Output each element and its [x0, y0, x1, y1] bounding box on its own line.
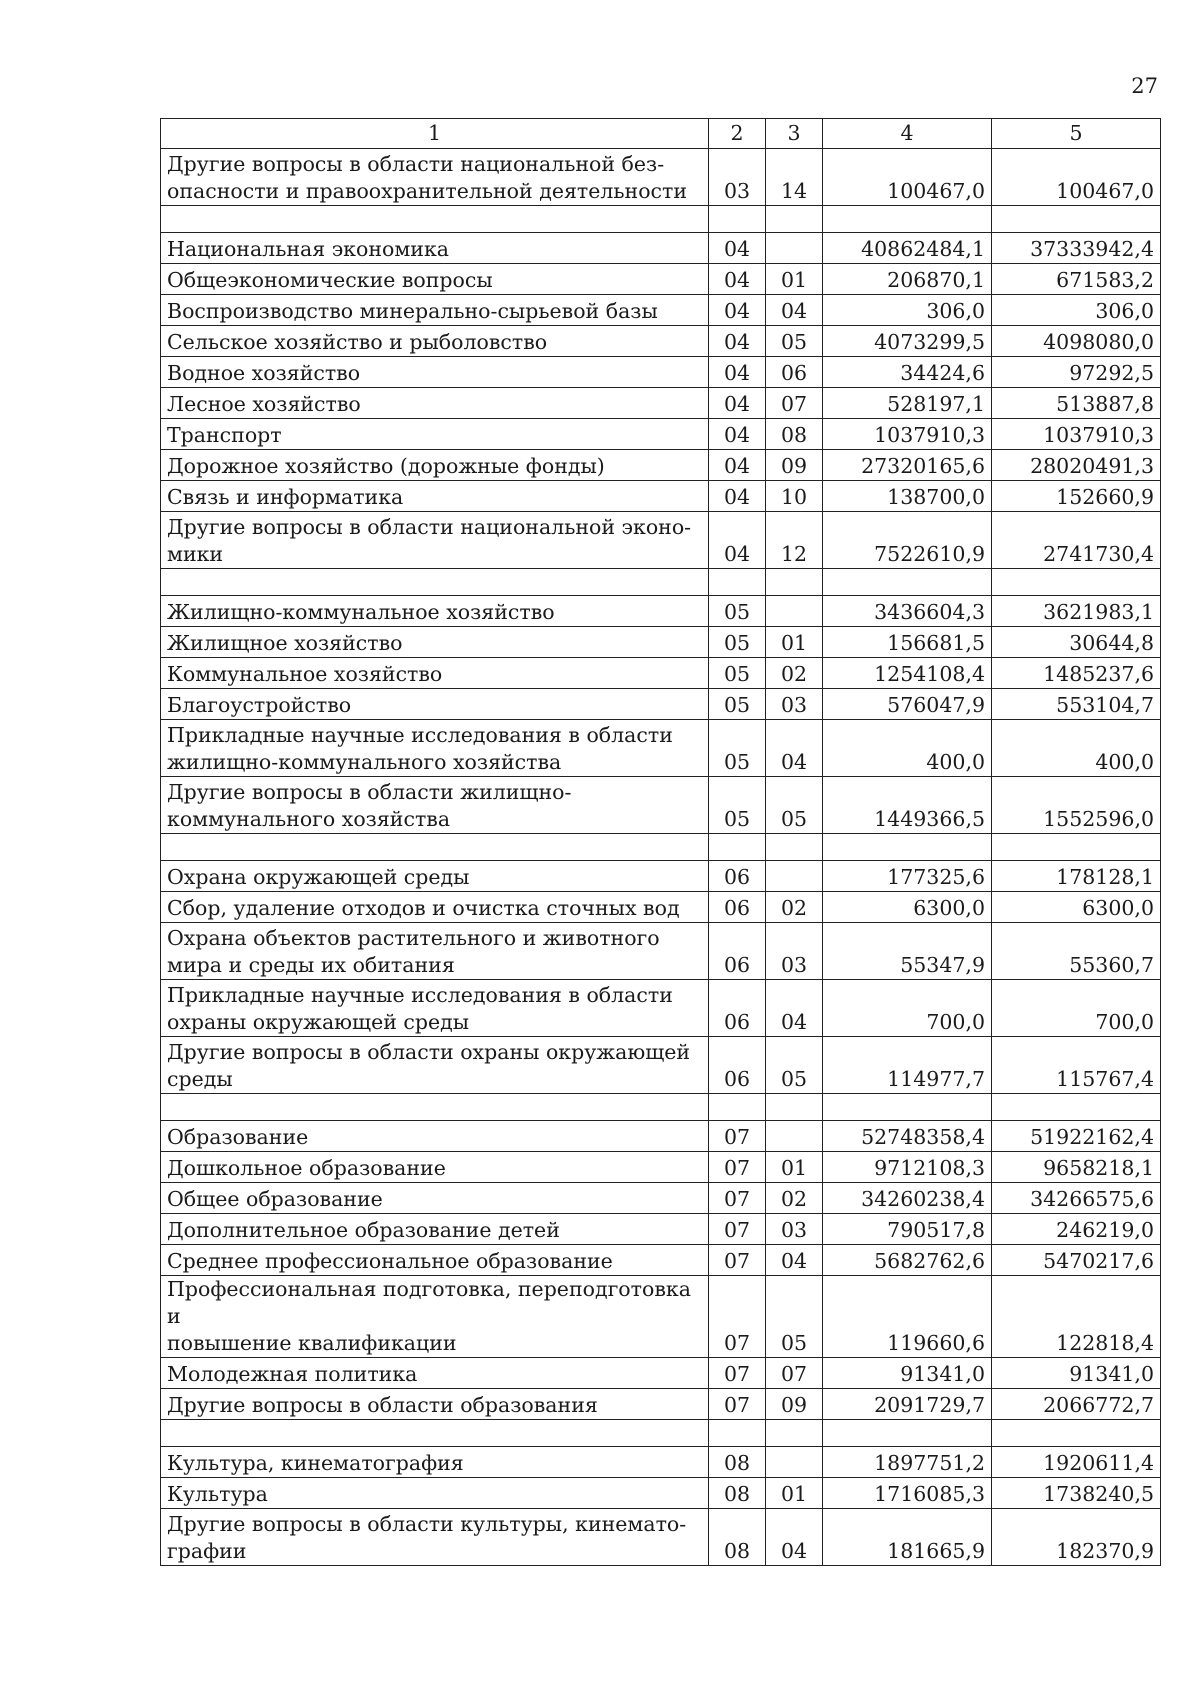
subsection-code-cell: 09 — [766, 450, 823, 481]
row-name-cell: Профессиональная подготовка, переподготовка и повышение квалификации — [161, 1276, 709, 1358]
table-row — [161, 1358, 1161, 1389]
empty-cell — [709, 569, 766, 596]
value-5-cell: 1920611,4 — [992, 1447, 1161, 1478]
table-row — [161, 980, 1161, 1037]
section-code-cell: 04 — [709, 326, 766, 357]
empty-cell — [823, 1094, 992, 1121]
section-code-cell: 06 — [709, 980, 766, 1037]
value-5-cell: 246219,0 — [992, 1214, 1161, 1245]
value-4-cell: 181665,9 — [823, 1509, 992, 1566]
value-4-cell: 400,0 — [823, 720, 992, 777]
value-5-cell: 37333942,4 — [992, 233, 1161, 264]
value-5-cell: 1552596,0 — [992, 777, 1161, 834]
subsection-code-cell: 04 — [766, 980, 823, 1037]
table-body — [161, 149, 1161, 1566]
value-4-cell: 114977,7 — [823, 1037, 992, 1094]
table-row — [161, 689, 1161, 720]
empty-cell — [766, 1420, 823, 1447]
empty-cell — [766, 834, 823, 861]
value-4-cell: 700,0 — [823, 980, 992, 1037]
subsection-code-cell — [766, 861, 823, 892]
value-4-cell: 7522610,9 — [823, 512, 992, 569]
table-row — [161, 512, 1161, 569]
column-header-name: 1 — [161, 119, 709, 149]
value-5-cell: 97292,5 — [992, 357, 1161, 388]
value-5-cell: 9658218,1 — [992, 1152, 1161, 1183]
empty-cell — [161, 1420, 709, 1447]
value-4-cell: 1037910,3 — [823, 419, 992, 450]
table-row — [161, 777, 1161, 834]
empty-cell — [766, 569, 823, 596]
subsection-code-cell: 01 — [766, 627, 823, 658]
value-4-cell: 2091729,7 — [823, 1389, 992, 1420]
subsection-code-cell: 08 — [766, 419, 823, 450]
subsection-code-cell: 10 — [766, 481, 823, 512]
value-5-cell: 51922162,4 — [992, 1121, 1161, 1152]
empty-cell — [992, 569, 1161, 596]
row-name-cell: Охрана окружающей среды — [161, 861, 709, 892]
section-code-cell: 06 — [709, 892, 766, 923]
table-row — [161, 1152, 1161, 1183]
table-row — [161, 923, 1161, 980]
section-code-cell: 06 — [709, 923, 766, 980]
section-code-cell: 04 — [709, 264, 766, 295]
section-code-cell: 07 — [709, 1389, 766, 1420]
table-row — [161, 1509, 1161, 1566]
row-name-cell: Национальная экономика — [161, 233, 709, 264]
value-5-cell: 182370,9 — [992, 1509, 1161, 1566]
section-code-cell: 04 — [709, 388, 766, 419]
empty-cell — [992, 1420, 1161, 1447]
value-5-cell: 306,0 — [992, 295, 1161, 326]
subsection-code-cell: 02 — [766, 658, 823, 689]
column-header-value-4: 4 — [823, 119, 992, 149]
section-code-cell: 07 — [709, 1214, 766, 1245]
section-code-cell: 08 — [709, 1509, 766, 1566]
table-row — [161, 892, 1161, 923]
subsection-code-cell: 06 — [766, 357, 823, 388]
section-code-cell: 04 — [709, 450, 766, 481]
subsection-code-cell: 01 — [766, 1478, 823, 1509]
empty-cell — [823, 569, 992, 596]
value-4-cell: 9712108,3 — [823, 1152, 992, 1183]
section-code-cell: 06 — [709, 861, 766, 892]
value-4-cell: 177325,6 — [823, 861, 992, 892]
section-code-cell: 05 — [709, 720, 766, 777]
value-4-cell: 156681,5 — [823, 627, 992, 658]
section-code-cell: 05 — [709, 689, 766, 720]
row-name-cell: Связь и информатика — [161, 481, 709, 512]
value-5-cell: 3621983,1 — [992, 596, 1161, 627]
value-5-cell: 4098080,0 — [992, 326, 1161, 357]
section-code-cell: 07 — [709, 1245, 766, 1276]
table-row — [161, 627, 1161, 658]
value-5-cell: 115767,4 — [992, 1037, 1161, 1094]
subsection-code-cell: 02 — [766, 892, 823, 923]
subsection-code-cell: 14 — [766, 149, 823, 206]
section-code-cell: 06 — [709, 1037, 766, 1094]
value-5-cell: 1485237,6 — [992, 658, 1161, 689]
value-4-cell: 27320165,6 — [823, 450, 992, 481]
value-4-cell: 138700,0 — [823, 481, 992, 512]
row-name-cell: Жилищное хозяйство — [161, 627, 709, 658]
subsection-code-cell: 07 — [766, 388, 823, 419]
value-5-cell: 2741730,4 — [992, 512, 1161, 569]
value-4-cell: 40862484,1 — [823, 233, 992, 264]
row-name-cell: Сельское хозяйство и рыболовство — [161, 326, 709, 357]
row-name-cell: Другие вопросы в области жилищно- коммунального хозяйства — [161, 777, 709, 834]
table-row — [161, 388, 1161, 419]
subsection-code-cell: 07 — [766, 1358, 823, 1389]
table-row — [161, 450, 1161, 481]
value-4-cell: 6300,0 — [823, 892, 992, 923]
section-code-cell: 04 — [709, 512, 766, 569]
section-code-cell: 07 — [709, 1183, 766, 1214]
section-code-cell: 07 — [709, 1152, 766, 1183]
section-code-cell: 08 — [709, 1478, 766, 1509]
subsection-code-cell: 03 — [766, 689, 823, 720]
row-name-cell: Образование — [161, 1121, 709, 1152]
value-5-cell: 1037910,3 — [992, 419, 1161, 450]
value-5-cell: 178128,1 — [992, 861, 1161, 892]
subsection-code-cell: 01 — [766, 1152, 823, 1183]
row-name-cell: Общее образование — [161, 1183, 709, 1214]
empty-cell — [766, 1094, 823, 1121]
empty-cell — [161, 206, 709, 233]
row-name-cell: Культура, кинематография — [161, 1447, 709, 1478]
value-4-cell: 306,0 — [823, 295, 992, 326]
empty-cell — [709, 1420, 766, 1447]
column-header-section: 2 — [709, 119, 766, 149]
row-name-cell: Другие вопросы в области национальной без- опасности и правоохранительной деятельности — [161, 149, 709, 206]
table-row — [161, 419, 1161, 450]
value-4-cell: 4073299,5 — [823, 326, 992, 357]
row-name-cell: Транспорт — [161, 419, 709, 450]
value-5-cell: 553104,7 — [992, 689, 1161, 720]
section-code-cell: 04 — [709, 419, 766, 450]
row-name-cell: Дошкольное образование — [161, 1152, 709, 1183]
row-name-cell: Другие вопросы в области охраны окружающей среды — [161, 1037, 709, 1094]
section-code-cell: 04 — [709, 357, 766, 388]
spacer-row — [161, 569, 1161, 596]
section-code-cell: 07 — [709, 1276, 766, 1358]
table-row — [161, 481, 1161, 512]
row-name-cell: Благоустройство — [161, 689, 709, 720]
table-row — [161, 596, 1161, 627]
value-4-cell: 34260238,4 — [823, 1183, 992, 1214]
value-5-cell: 122818,4 — [992, 1276, 1161, 1358]
section-code-cell: 08 — [709, 1447, 766, 1478]
row-name-cell: Другие вопросы в области национальной эконо- мики — [161, 512, 709, 569]
value-5-cell: 91341,0 — [992, 1358, 1161, 1389]
row-name-cell: Воспроизводство минерально-сырьевой базы — [161, 295, 709, 326]
table-row — [161, 1447, 1161, 1478]
section-code-cell: 03 — [709, 149, 766, 206]
section-code-cell: 04 — [709, 481, 766, 512]
value-4-cell: 100467,0 — [823, 149, 992, 206]
row-name-cell: Прикладные научные исследования в области жилищно-коммунального хозяйства — [161, 720, 709, 777]
subsection-code-cell: 05 — [766, 1037, 823, 1094]
table-row — [161, 326, 1161, 357]
value-4-cell: 1254108,4 — [823, 658, 992, 689]
row-name-cell: Другие вопросы в области культуры, кинемато- графии — [161, 1509, 709, 1566]
value-5-cell: 152660,9 — [992, 481, 1161, 512]
value-5-cell: 513887,8 — [992, 388, 1161, 419]
row-name-cell: Коммунальное хозяйство — [161, 658, 709, 689]
value-5-cell: 100467,0 — [992, 149, 1161, 206]
value-5-cell: 400,0 — [992, 720, 1161, 777]
subsection-code-cell: 02 — [766, 1183, 823, 1214]
subsection-code-cell: 04 — [766, 1245, 823, 1276]
row-name-cell: Жилищно-коммунальное хозяйство — [161, 596, 709, 627]
empty-cell — [823, 834, 992, 861]
empty-cell — [709, 1094, 766, 1121]
empty-cell — [709, 206, 766, 233]
column-header-subsection: 3 — [766, 119, 823, 149]
table-row — [161, 1478, 1161, 1509]
table-row — [161, 1121, 1161, 1152]
empty-cell — [823, 206, 992, 233]
section-code-cell: 04 — [709, 295, 766, 326]
spacer-row — [161, 834, 1161, 861]
subsection-code-cell: 05 — [766, 326, 823, 357]
section-code-cell: 05 — [709, 596, 766, 627]
section-code-cell: 05 — [709, 627, 766, 658]
subsection-code-cell — [766, 596, 823, 627]
empty-cell — [161, 569, 709, 596]
value-4-cell: 5682762,6 — [823, 1245, 992, 1276]
row-name-cell: Среднее профессиональное образование — [161, 1245, 709, 1276]
subsection-code-cell — [766, 1447, 823, 1478]
value-5-cell: 6300,0 — [992, 892, 1161, 923]
row-name-cell: Лесное хозяйство — [161, 388, 709, 419]
budget-table — [160, 118, 1161, 1566]
row-name-cell: Общеэкономические вопросы — [161, 264, 709, 295]
subsection-code-cell: 03 — [766, 923, 823, 980]
empty-cell — [992, 834, 1161, 861]
table-row — [161, 1214, 1161, 1245]
empty-cell — [709, 834, 766, 861]
table-row — [161, 149, 1161, 206]
table-row — [161, 1389, 1161, 1420]
row-name-cell: Дополнительное образование детей — [161, 1214, 709, 1245]
empty-cell — [823, 1420, 992, 1447]
subsection-code-cell: 04 — [766, 295, 823, 326]
value-4-cell: 91341,0 — [823, 1358, 992, 1389]
table-row — [161, 1037, 1161, 1094]
table-row — [161, 720, 1161, 777]
row-name-cell: Культура — [161, 1478, 709, 1509]
subsection-code-cell: 12 — [766, 512, 823, 569]
value-4-cell: 528197,1 — [823, 388, 992, 419]
section-code-cell: 04 — [709, 233, 766, 264]
value-4-cell: 119660,6 — [823, 1276, 992, 1358]
table-row — [161, 861, 1161, 892]
table-row — [161, 233, 1161, 264]
page-number: 27 — [1131, 74, 1158, 98]
spacer-row — [161, 1094, 1161, 1121]
value-5-cell: 30644,8 — [992, 627, 1161, 658]
row-name-cell: Прикладные научные исследования в области охраны окружающей среды — [161, 980, 709, 1037]
table-row — [161, 264, 1161, 295]
empty-cell — [161, 834, 709, 861]
row-name-cell: Охрана объектов растительного и животного мира и среды их обитания — [161, 923, 709, 980]
header-row — [161, 119, 1161, 149]
subsection-code-cell — [766, 233, 823, 264]
subsection-code-cell — [766, 1121, 823, 1152]
value-4-cell: 1716085,3 — [823, 1478, 992, 1509]
value-5-cell: 5470217,6 — [992, 1245, 1161, 1276]
subsection-code-cell: 05 — [766, 1276, 823, 1358]
value-4-cell: 1449366,5 — [823, 777, 992, 834]
value-5-cell: 55360,7 — [992, 923, 1161, 980]
value-4-cell: 1897751,2 — [823, 1447, 992, 1478]
value-4-cell: 576047,9 — [823, 689, 992, 720]
table-row — [161, 357, 1161, 388]
value-5-cell: 671583,2 — [992, 264, 1161, 295]
section-code-cell: 07 — [709, 1358, 766, 1389]
empty-cell — [992, 206, 1161, 233]
table-row — [161, 658, 1161, 689]
table-row — [161, 1183, 1161, 1214]
value-5-cell: 34266575,6 — [992, 1183, 1161, 1214]
subsection-code-cell: 01 — [766, 264, 823, 295]
spacer-row — [161, 1420, 1161, 1447]
subsection-code-cell: 05 — [766, 777, 823, 834]
section-code-cell: 07 — [709, 1121, 766, 1152]
subsection-code-cell: 04 — [766, 1509, 823, 1566]
value-4-cell: 790517,8 — [823, 1214, 992, 1245]
value-5-cell: 2066772,7 — [992, 1389, 1161, 1420]
subsection-code-cell: 04 — [766, 720, 823, 777]
empty-cell — [992, 1094, 1161, 1121]
row-name-cell: Сбор, удаление отходов и очистка сточных вод — [161, 892, 709, 923]
value-4-cell: 34424,6 — [823, 357, 992, 388]
section-code-cell: 05 — [709, 658, 766, 689]
spacer-row — [161, 206, 1161, 233]
row-name-cell: Молодежная политика — [161, 1358, 709, 1389]
subsection-code-cell: 03 — [766, 1214, 823, 1245]
value-4-cell: 55347,9 — [823, 923, 992, 980]
value-4-cell: 52748358,4 — [823, 1121, 992, 1152]
row-name-cell: Другие вопросы в области образования — [161, 1389, 709, 1420]
value-4-cell: 206870,1 — [823, 264, 992, 295]
value-5-cell: 28020491,3 — [992, 450, 1161, 481]
section-code-cell: 05 — [709, 777, 766, 834]
table-row — [161, 1245, 1161, 1276]
column-header-value-5: 5 — [992, 119, 1161, 149]
value-5-cell: 700,0 — [992, 980, 1161, 1037]
empty-cell — [161, 1094, 709, 1121]
empty-cell — [766, 206, 823, 233]
value-5-cell: 1738240,5 — [992, 1478, 1161, 1509]
table-row — [161, 1276, 1161, 1358]
table-row — [161, 295, 1161, 326]
value-4-cell: 3436604,3 — [823, 596, 992, 627]
row-name-cell: Дорожное хозяйство (дорожные фонды) — [161, 450, 709, 481]
row-name-cell: Водное хозяйство — [161, 357, 709, 388]
subsection-code-cell: 09 — [766, 1389, 823, 1420]
